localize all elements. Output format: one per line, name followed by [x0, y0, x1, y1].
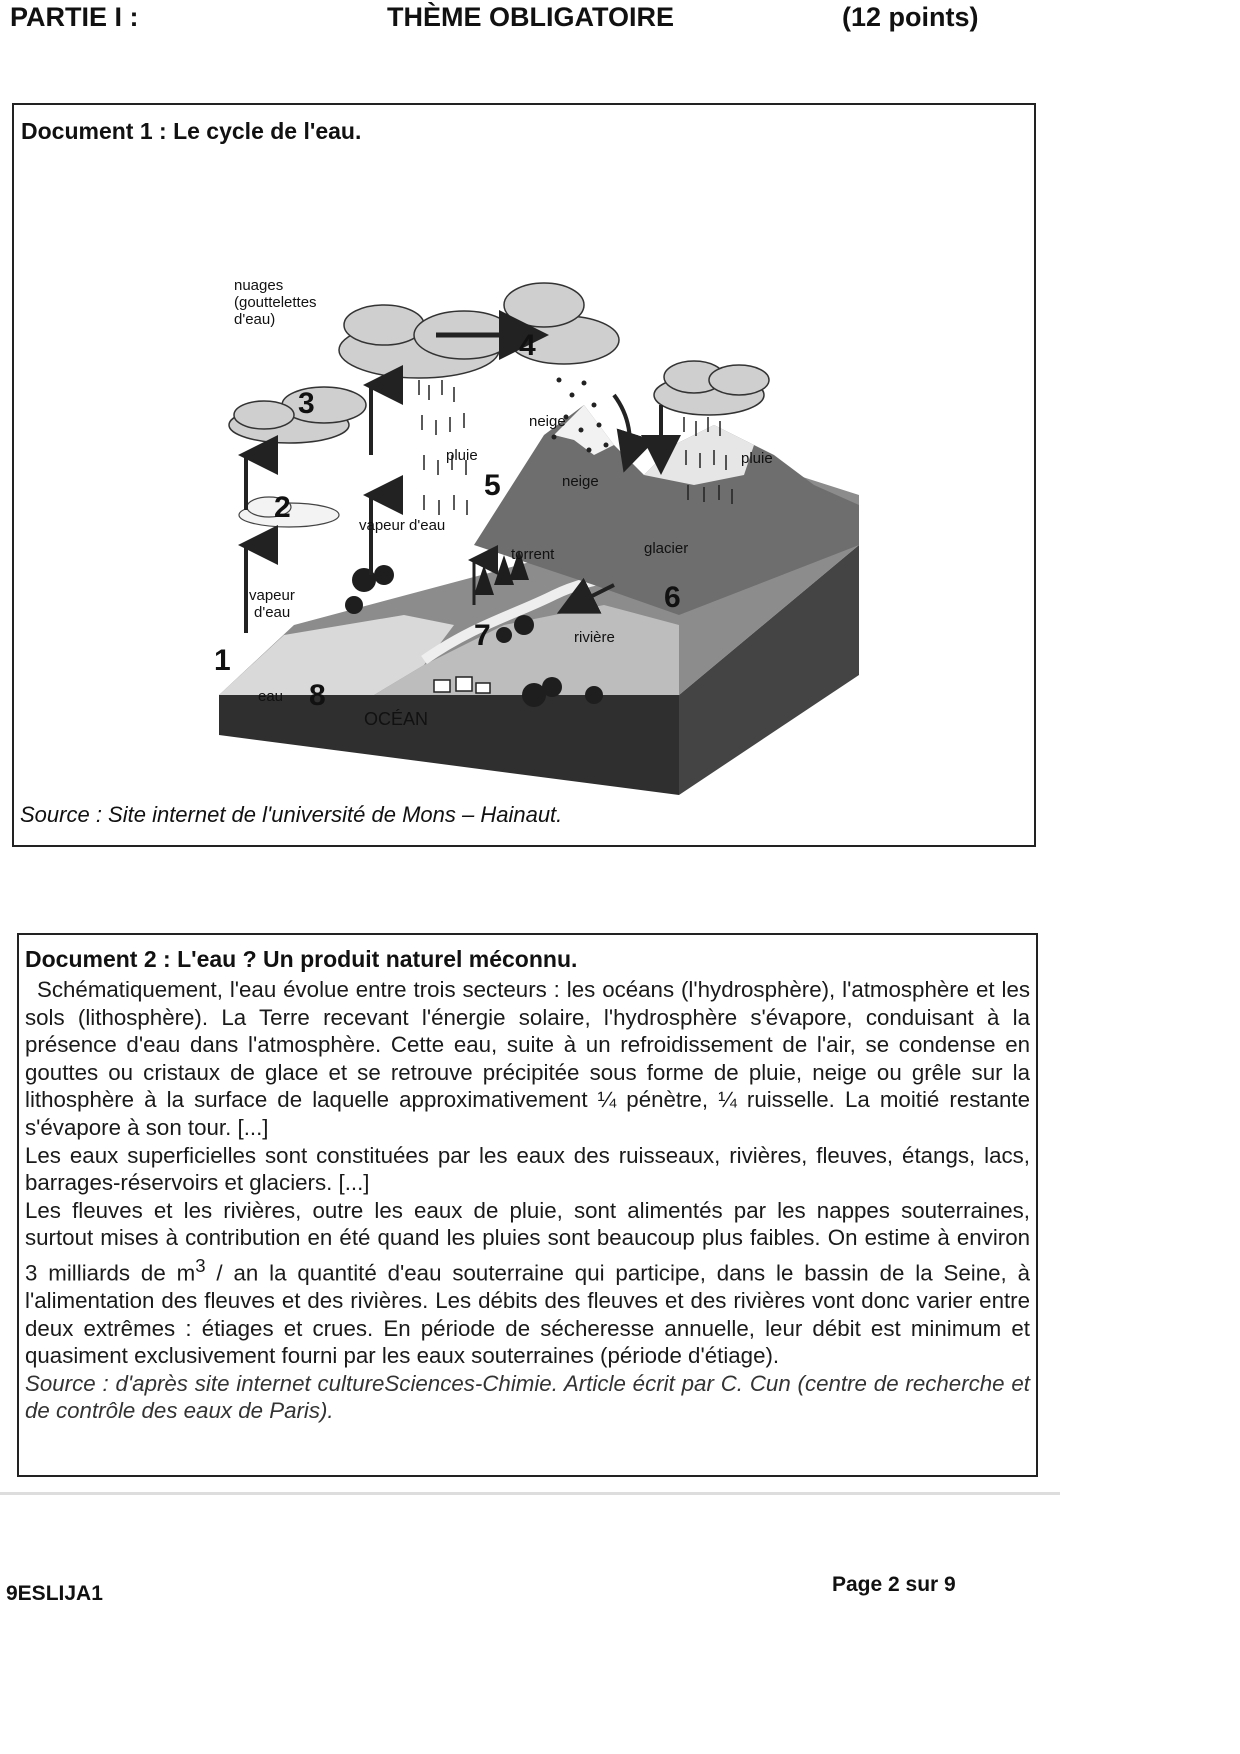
paragraph-2: Les eaux superficielles sont constituées par les eaux des ruisseaux, rivières, fleuves, étangs, lacs, barrages-réservoirs et glaciers. [...] — [25, 1142, 1030, 1196]
document-2-title: Document 2 : L'eau ? Un produit naturel méconnu. — [25, 946, 578, 972]
part-heading: PARTIE I : — [10, 2, 139, 32]
label-water-vapour-2: vapeur d'eau — [249, 587, 295, 621]
diagram-number-5: 5 — [484, 469, 501, 502]
scan-divider — [0, 1492, 1060, 1495]
theme-heading: THÈME OBLIGATOIRE — [387, 2, 675, 32]
diagram-number-3: 3 — [298, 387, 315, 420]
diagram-number-4: 4 — [519, 329, 536, 362]
paragraph-1: Schématiquement, l'eau évolue entre trois secteurs : les océans (l'hydrosphère), l'atmosphère et les sols (lithosphère). La Terre recevant l'énergie solaire, l'hydrosphère s'évapore, conduisant à la présence d'eau dans l'atmosphère. Cette eau, suite à un refroidissement de l'air, se condense en gouttes ou cristaux de glace et se retrouve précipitée sous forme de pluie, neige ou grêle sur la lithosphère à la surface de laquelle approximativement ¼ pénètre, ¼ ruisselle. La moitié restante s'évapore à son tour. [...] — [25, 977, 1030, 1140]
label-snow-2: neige — [562, 473, 599, 490]
label-snow-1: neige — [529, 413, 566, 430]
diagram-number-7: 7 — [474, 619, 491, 652]
label-water-vapour-1: vapeur d'eau — [359, 517, 446, 534]
document-2-text — [25, 976, 1030, 1425]
label-rain-2: pluie — [741, 450, 773, 467]
label-ocean: OCÉAN — [364, 709, 429, 729]
document-1-box — [12, 103, 1036, 847]
label-glacier: glacier — [644, 540, 689, 557]
paragraph-3 — [25, 1197, 1030, 1370]
page-number: Page 2 sur 9 — [832, 1573, 956, 1596]
document-2-box — [17, 933, 1038, 1477]
points-heading: (12 points) — [842, 2, 979, 32]
label-torrent: torrent — [511, 546, 555, 563]
document-1-title: Document 1 : Le cycle de l'eau. — [21, 118, 362, 144]
water-cycle-diagram — [174, 155, 874, 795]
label-river: rivière — [574, 629, 615, 646]
document-2-source: Source : d'après site internet cultureSciences-Chimie. Article écrit par C. Cun (centre de recherche et de contrôle des eaux de Paris). — [25, 1370, 1030, 1424]
cubic-superscript: 3 — [195, 1254, 206, 1276]
paragraph-3-part-a: Les fleuves et les rivières, outre les eaux de pluie, sont alimentés par les nappes souterraines, surtout mises à contribution en été quand les pluies sont beaucoup plus faibles. On estime à environ 3 milliards de m — [25, 1197, 1030, 1286]
diagram-number-6: 6 — [664, 581, 681, 614]
document-1-source: Source : Site internet de l'université de Mons – Hainaut. — [20, 802, 563, 827]
label-clouds: nuages (gouttelettes d'eau) — [234, 277, 317, 328]
diagram-number-1: 1 — [214, 644, 231, 677]
document-code: 9ESLIJA1 — [6, 1582, 103, 1605]
paragraph-3-part-b: / an la quantité d'eau souterraine qui participe, dans le bassin de la Seine, à l'alimentation des fleuves et des rivières. Les débits des fleuves et des rivières vont donc varier entre deux extrêmes : étiages et crues. En période de sécheresse annuelle, leur débit est minimum et quasiment exclusivement fourni par les eaux souterraines (période d'étiage). — [25, 1260, 1031, 1369]
label-water: eau — [258, 688, 284, 705]
diagram-number-2: 2 — [274, 491, 291, 524]
label-rain-1: pluie — [446, 447, 478, 464]
diagram-number-8: 8 — [309, 679, 326, 712]
